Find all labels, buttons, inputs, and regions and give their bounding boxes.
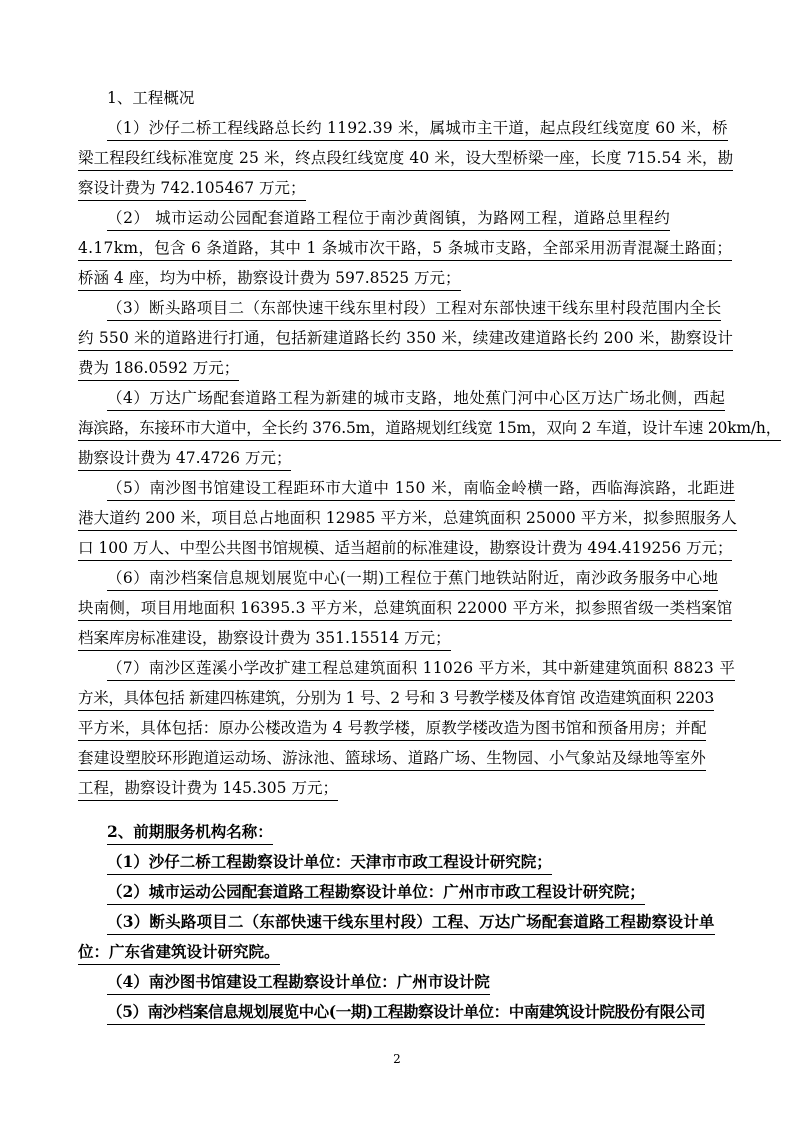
item-1-line-3: 察设计费为 742.105467 万元； [78,178,306,201]
item-5-line-1: （5）南沙图书馆建设工程距环市大道中 150 米，南临金岭横一路，西临海滨路，北距进 [107,478,735,501]
item-6-line-2: 块南侧，项目用地面积 16395.3 平方米，总建筑面积 22000 平方米，拟参照省级一类档案馆 [78,598,732,621]
item-7-line-3: 平方米，具体包括：原办公楼改造为 4 号教学楼，原教学楼改造为图书馆和预备用房；并配 [78,718,706,741]
item-3-line-3: 费为 186.0592 万元； [78,358,239,381]
item-2-line-3: 桥涵 4 座，均为中桥，勘察设计费为 597.8525 万元； [78,268,461,291]
item-5-line-3: 口 100 万人、中型公共图书馆规模、适当超前的标准建设，勘察设计费为 494.419256 万元； [78,538,732,561]
item-7-line-5: 工程，勘察设计费为 145.305 万元； [78,778,338,801]
item-6-line-3: 档案库房标准建设，勘察设计费为 351.15514 万元； [78,628,451,651]
page-number: 2 [393,1052,401,1066]
item-5-line-2: 港大道约 200 米，项目总占地面积 12985 平方米，总建筑面积 25000 平方米，拟参照服务人 [78,508,737,531]
org-2-line-1: （2）城市运动公园配套道路工程勘察设计单位：广州市市政工程设计研究院； [107,882,645,905]
item-2-line-1: （2） 城市运动公园配套道路工程位于南沙黄阁镇，为路网工程，道路总里程约 [107,208,670,231]
item-4-line-2: 海滨路，东接环市大道中，全长约 376.5m，道路规划红线宽 15m，双向 2 车道，设计车速 20km/h， [78,418,781,441]
item-3-line-1: （3）断头路项目二（东部快速干线东里村段）工程对东部快速干线东里村段范围内全长 [107,298,721,321]
item-6-line-1: （6）南沙档案信息规划展览中心(一期)工程位于蕉门地铁站附近，南沙政务服务中心地 [107,568,718,591]
org-3-line-1: （3）断头路项目二（东部快速干线东里村段）工程、万达广场配套道路工程勘察设计单 [107,912,715,935]
item-7-line-1: （7）南沙区莲溪小学改扩建工程总建筑面积 11026 平方米，其中新建建筑面积 8823 平 [107,658,735,681]
item-4-line-3: 勘察设计费为 47.4726 万元； [78,448,291,471]
org-1-line-1: （1）沙仔二桥工程勘察设计单位：天津市市政工程设计研究院； [107,852,552,875]
org-4-line-1: （4）南沙图书馆建设工程勘察设计单位：广州市设计院 [107,972,490,995]
item-2-line-2: 4.17km，包含 6 条道路，其中 1 条城市次干路，5 条城市支路，全部采用沥青混凝土路面； [78,238,732,261]
org-3-line-2: 位：广东省建筑设计研究院。 [78,942,280,965]
item-3-line-2: 约 550 米的道路进行打通，包括新建道路长约 350 米，续建改建道路长约 200 米，勘察设计 [78,328,733,351]
item-7-line-2: 方米，具体包括 新建四栋建筑，分别为 1 号、2 号和 3 号教学楼及体育馆 改造建筑面积 2203 [78,688,714,711]
item-7-line-4: 套建设塑胶环形跑道运动场、游泳池、篮球场、道路广场、生物园、小气象站及绿地等室外 [78,748,706,771]
section-2-heading: 2、前期服务机构名称： [107,822,273,845]
section-1-heading: 1、工程概况 [107,89,195,107]
item-1-line-2: 梁工程段红线标准宽度 25 米，终点段红线宽度 40 米，设大型桥梁一座，长度 715.54 米，勘 [78,148,733,171]
item-4-line-1: （4）万达广场配套道路工程为新建的城市支路，地处蕉门河中心区万达广场北侧，西起 [107,388,725,411]
org-5-line-1: （5）南沙档案信息规划展览中心(一期)工程勘察设计单位：中南建筑设计院股份有限公司 [107,1002,705,1025]
item-1-line-1: （1）沙仔二桥工程线路总长约 1192.39 米，属城市主干道，起点段红线宽度 60 米，桥 [107,118,728,141]
